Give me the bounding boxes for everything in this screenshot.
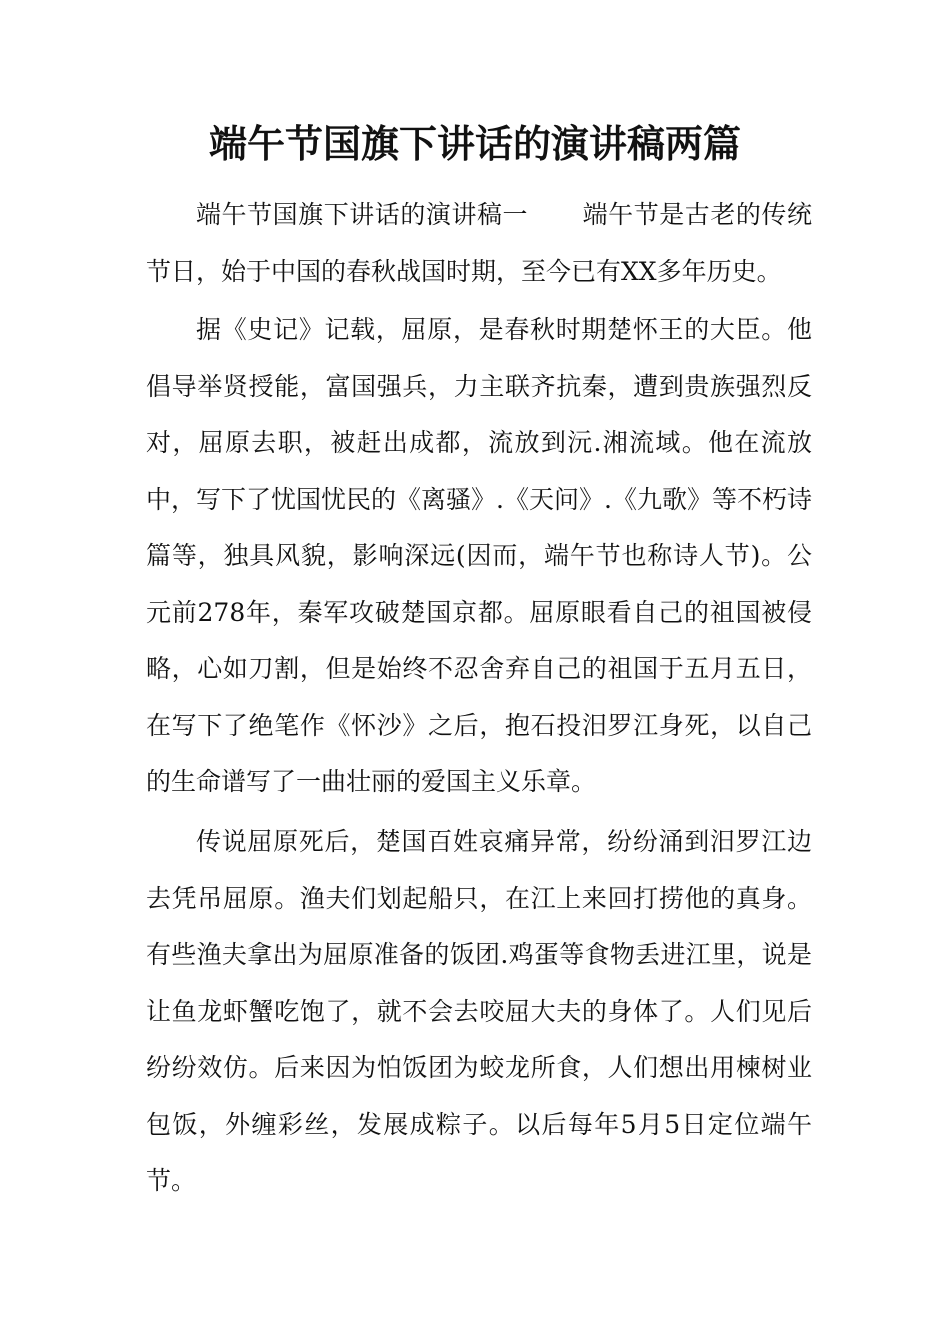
paragraph-3: 传说屈原死后，楚国百姓哀痛异常，纷纷涌到汨罗江边去凭吊屈原。渔夫们划起船只，在江上来回打捞他的真身。有些渔夫拿出为屈原准备的饭团.鸡蛋等食物丢进江里，说是让鱼龙虾蟹吃饱了，就不会去咬屈大夫的身体了。人们见后纷纷效仿。后来因为怕饭团为蛟龙所食，人们想出用楝树业包饭，外缠彩丝，发展成粽子。以后每年5月5日定位端午节。 xyxy=(146,827,812,1195)
paragraph-2: 据《史记》记载，屈原，是春秋时期楚怀王的大臣。他倡导举贤授能，富国强兵，力主联齐抗秦，遭到贵族强烈反对，屈原去职，被赶出成都，流放到沅.湘流域。他在流放中，写下了忧国忧民的《离骚》.《天问》.《九歌》等不朽诗篇等，独具风貌，影响深远(因而，端午节也称诗人节)。公元前278年，秦军攻破楚国京都。屈原眼看自己的祖国被侵略，心如刀割，但是始终不忍舍弃自己的祖国于五月五日，在写下了绝笔作《怀沙》之后，抱石投汨罗江身死，以自己的生命谱写了一曲壮丽的爱国主义乐章。 xyxy=(146,315,812,796)
section-heading: 端午节国旗下讲话的演讲稿一 xyxy=(196,200,529,229)
paragraph-intro xyxy=(146,187,812,300)
paragraph-1-text: 端午节是古老的传统节日，始于中国的春秋战国时期，至今已有XX多年历史。 xyxy=(146,200,812,286)
document-title: 端午节国旗下讲话的演讲稿两篇 xyxy=(208,121,741,166)
